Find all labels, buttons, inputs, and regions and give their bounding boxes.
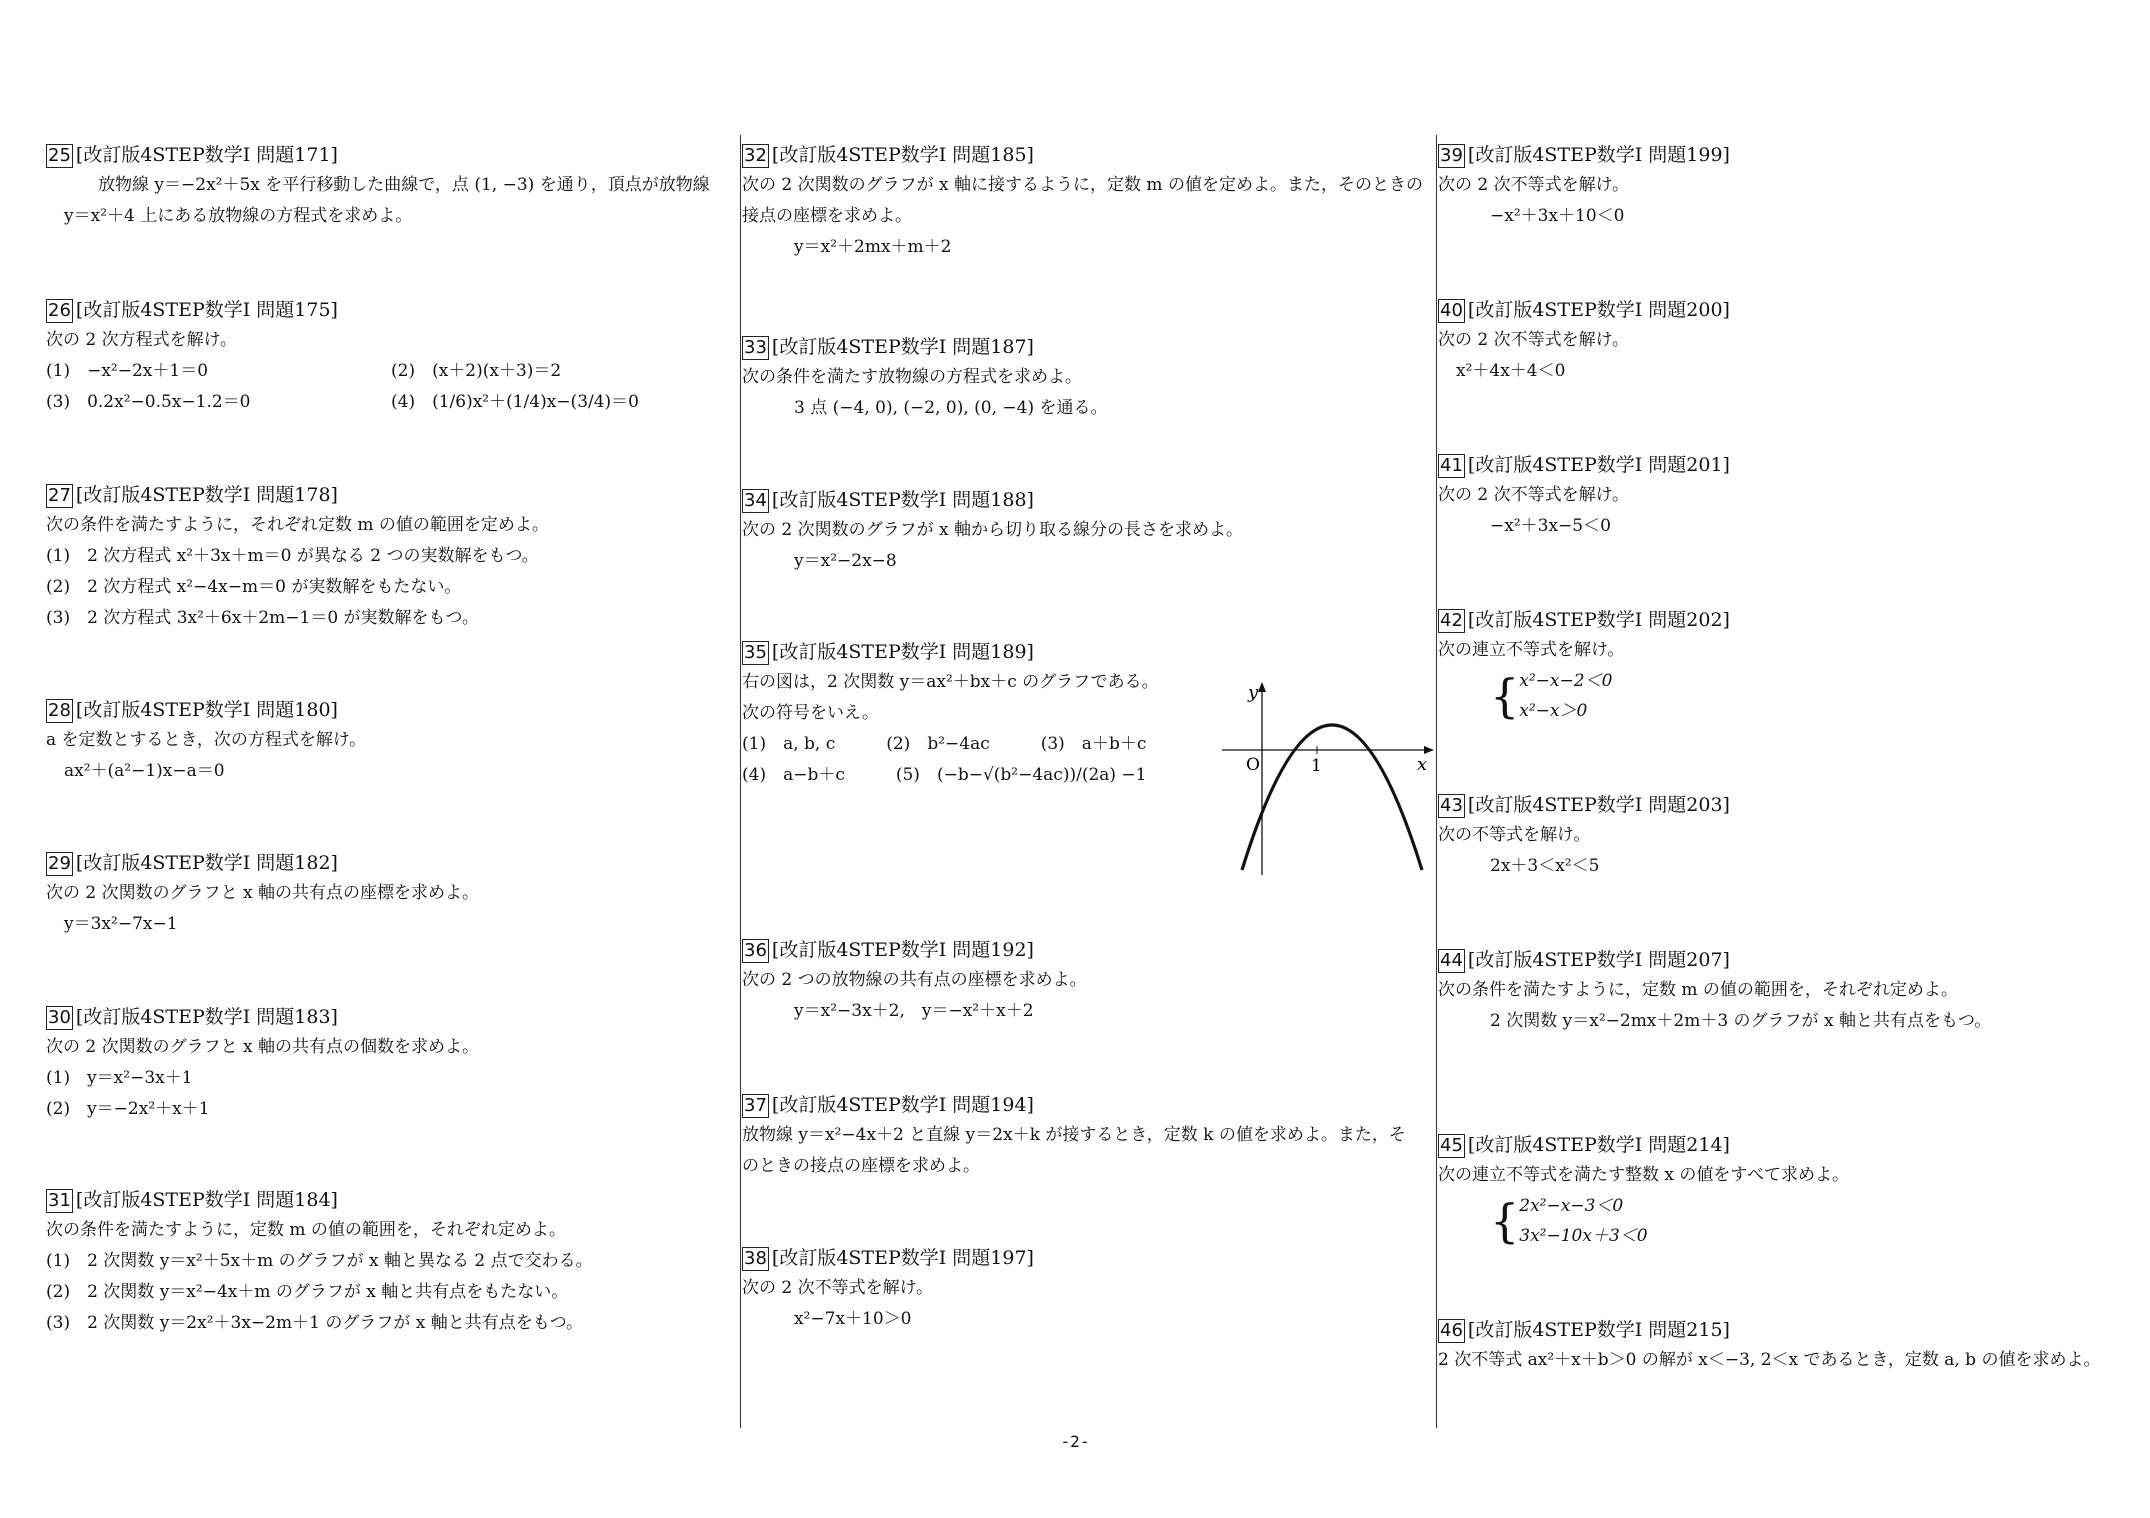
problem-header <box>46 140 736 170</box>
problem-number-box: 35 <box>744 642 767 663</box>
problem-subitem: (2) (x＋2)(x＋3)＝2 <box>391 361 562 381</box>
problem-header <box>46 848 736 878</box>
problem-header <box>742 332 1432 362</box>
problem-text-line: y＝x²＋2mx＋m＋2 <box>794 237 952 257</box>
problem-text-line: 次の 2 次関数のグラフと x 軸の共有点の座標を求めよ。 <box>46 883 480 903</box>
problem-source: [改訂版4STEP数学Ⅰ 問題215] <box>1467 1319 1730 1341</box>
problem-43 <box>1438 790 2128 882</box>
problem-source: [改訂版4STEP数学Ⅰ 問題171] <box>75 144 338 166</box>
problem-subitem-row <box>46 356 736 387</box>
problem-number-box: 37 <box>744 1095 767 1116</box>
system-row: 3x²−10x＋3＜0 <box>1519 1226 1648 1246</box>
problem-40 <box>1438 295 2128 387</box>
problem-source: [改訂版4STEP数学Ⅰ 問題202] <box>1467 609 1730 631</box>
system-row: x²−x＞0 <box>1519 701 1588 721</box>
problem-text-line: 次の連立不等式を解け。 <box>1438 640 1625 660</box>
problem-text-line: 次の 2 次不等式を解け。 <box>742 1278 933 1298</box>
problem-text-line: 右の図は，2 次関数 y＝ax²＋bx＋c のグラフである。 <box>742 672 1159 692</box>
problem-text-line: x²−7x＋10＞0 <box>794 1309 912 1329</box>
problem-text-line: ax²＋(a²−1)x−a＝0 <box>64 761 225 781</box>
problem-text-line: y＝3x²−7x−1 <box>64 914 178 934</box>
problem-header <box>46 1185 736 1215</box>
problem-46 <box>1438 1315 2128 1376</box>
problem-29 <box>46 848 736 940</box>
problem-34 <box>742 485 1432 577</box>
system-row: 2x²−x−3＜0 <box>1519 1196 1624 1216</box>
column-divider-1 <box>740 135 741 1428</box>
problem-text-line: 次の 2 次関数のグラフが x 軸に接するように，定数 m の値を定めよ。また，そのときの <box>742 175 1423 195</box>
problem-source: [改訂版4STEP数学Ⅰ 問題194] <box>771 1094 1034 1116</box>
problem-text-line: y＝x²−2x−8 <box>794 551 897 571</box>
problem-text-line: 次の 2 次不等式を解け。 <box>1438 175 1629 195</box>
problem-header <box>742 1243 1432 1273</box>
problem-source: [改訂版4STEP数学Ⅰ 問題203] <box>1467 794 1730 816</box>
system-row: x²−x−2＜0 <box>1519 671 1613 691</box>
problem-source: [改訂版4STEP数学Ⅰ 問題182] <box>75 852 338 874</box>
problem-source: [改訂版4STEP数学Ⅰ 問題178] <box>75 484 338 506</box>
problem-source: [改訂版4STEP数学Ⅰ 問題197] <box>771 1247 1034 1269</box>
problem-32 <box>742 140 1432 263</box>
problem-text-line: 次の 2 次方程式を解け。 <box>46 330 237 350</box>
problem-text-line: (2) 2 次関数 y＝x²−4x＋m のグラフが x 軸と共有点をもたない。 <box>46 1282 569 1302</box>
page-number: -2- <box>1060 1432 1090 1451</box>
problem-37 <box>742 1090 1432 1182</box>
problem-source: [改訂版4STEP数学Ⅰ 問題201] <box>1467 454 1730 476</box>
problem-number-box: 44 <box>1440 950 1463 971</box>
problem-text-line: 次の符号をいえ。 <box>742 703 880 723</box>
problem-text-line: 次の 2 次関数のグラフが x 軸から切り取る線分の長さを求めよ。 <box>742 520 1244 540</box>
graph-y-label: y <box>1248 682 1259 703</box>
problem-text-line: (4) a−b＋c (5) (−b−√(b²−4ac))/(2a) −1 <box>742 765 1147 785</box>
problem-38 <box>742 1243 1432 1335</box>
problem-text-line: 2x＋3＜x²＜5 <box>1490 856 1600 876</box>
problem-text-line: −x²＋3x−5＜0 <box>1490 516 1611 536</box>
problem-source: [改訂版4STEP数学Ⅰ 問題180] <box>75 699 338 721</box>
problem-text-line: −x²＋3x＋10＜0 <box>1490 206 1625 226</box>
problem-text-line: 2 次不等式 ax²＋x＋b＞0 の解が x＜−3, 2＜x であるとき，定数 a, b の値を求めよ。 <box>1438 1350 2101 1370</box>
problem-source: [改訂版4STEP数学Ⅰ 問題184] <box>75 1189 338 1211</box>
problem-source: [改訂版4STEP数学Ⅰ 問題183] <box>75 1006 338 1028</box>
problem-25 <box>46 140 736 232</box>
problem-header <box>1438 1315 2128 1345</box>
graph-tick-label: 1 <box>1311 756 1322 776</box>
problem-header <box>742 1090 1432 1120</box>
problem-28 <box>46 695 736 787</box>
problem-number-box: 41 <box>1440 455 1463 476</box>
problem-number-box: 39 <box>1440 145 1463 166</box>
problem-number-box: 26 <box>48 300 71 321</box>
problem-text-line: 次の 2 次関数のグラフと x 軸の共有点の個数を求めよ。 <box>46 1037 480 1057</box>
problem-header <box>1438 450 2128 480</box>
problem-text-line: 接点の座標を求めよ。 <box>742 206 912 226</box>
problem-source: [改訂版4STEP数学Ⅰ 問題200] <box>1467 299 1730 321</box>
problem-text-line: (1) y＝x²−3x＋1 <box>46 1068 193 1088</box>
graph-origin-label: O <box>1246 755 1260 775</box>
problem-header <box>46 695 736 725</box>
problem-text-line: 次の条件を満たすように，定数 m の値の範囲を，それぞれ定めよ。 <box>46 1220 566 1240</box>
problem-44 <box>1438 945 2128 1037</box>
graph-x-arrow <box>1424 746 1434 754</box>
problem-subitem: (4) (1/6)x²＋(1/4)x−(3/4)＝0 <box>391 392 640 412</box>
problem-header <box>1438 945 2128 975</box>
problem-36 <box>742 935 1432 1027</box>
problem-number-box: 29 <box>48 853 71 874</box>
problem-text-line: 2 次関数 y＝x²−2mx＋2m＋3 のグラフが x 軸と共有点をもつ。 <box>1490 1011 1992 1031</box>
problem-text-line: 次の条件を満たすように，定数 m の値の範囲を，それぞれ定めよ。 <box>1438 980 1958 1000</box>
problem-text-line: 次の不等式を解け。 <box>1438 825 1591 845</box>
problem-number-box: 31 <box>48 1190 71 1211</box>
problem-33 <box>742 332 1432 424</box>
problem-45 <box>1438 1130 2128 1251</box>
problem-header <box>46 480 736 510</box>
problem-header <box>1438 790 2128 820</box>
problem-42 <box>1438 605 2128 726</box>
problem-text-line: 次の 2 つの放物線の共有点の座標を求めよ。 <box>742 970 1087 990</box>
problem-text-line: 次の 2 次不等式を解け。 <box>1438 485 1629 505</box>
problem-41 <box>1438 450 2128 542</box>
problem-text-line: y＝x²＋4 上にある放物線の方程式を求めよ。 <box>64 206 413 226</box>
problem-text-line: (1) 2 次関数 y＝x²＋5x＋m のグラフが x 軸と異なる 2 点で交わる。 <box>46 1251 593 1271</box>
problem-number-box: 27 <box>48 485 71 506</box>
problem-39 <box>1438 140 2128 232</box>
inequality-system <box>1438 1191 1648 1251</box>
problem-source: [改訂版4STEP数学Ⅰ 問題207] <box>1467 949 1730 971</box>
problem-text-line: 次の連立不等式を満たす整数 x の値をすべて求めよ。 <box>1438 1165 1850 1185</box>
problem-number-box: 30 <box>48 1007 71 1028</box>
problem-header <box>1438 140 2128 170</box>
problem-source: [改訂版4STEP数学Ⅰ 問題185] <box>771 144 1034 166</box>
problem-number-box: 43 <box>1440 795 1463 816</box>
problem-number-box: 34 <box>744 490 767 511</box>
problem-source: [改訂版4STEP数学Ⅰ 問題199] <box>1467 144 1730 166</box>
problem-26 <box>46 295 736 418</box>
problem-number-box: 46 <box>1440 1320 1463 1341</box>
problem-source: [改訂版4STEP数学Ⅰ 問題187] <box>771 336 1034 358</box>
problem-number-box: 32 <box>744 145 767 166</box>
problem-header <box>1438 605 2128 635</box>
system-brace: { <box>1490 1194 1520 1248</box>
problem-header <box>742 935 1432 965</box>
problem-number-box: 25 <box>48 145 71 166</box>
problem-header <box>46 1002 736 1032</box>
inequality-system <box>1438 666 1612 726</box>
graph-x-label: x <box>1417 754 1428 775</box>
system-brace: { <box>1490 669 1520 723</box>
graph-y-arrow <box>1258 682 1266 692</box>
problem-subitem: (3) 0.2x²−0.5x−1.2＝0 <box>46 392 251 412</box>
problem-text-line: (1) 2 次方程式 x²＋3x＋m＝0 が異なる 2 つの実数解をもつ。 <box>46 546 539 566</box>
graph-parabola-curve <box>1242 725 1422 870</box>
problem-header <box>742 140 1432 170</box>
problem-header <box>1438 1130 2128 1160</box>
problem-number-box: 45 <box>1440 1135 1463 1156</box>
problem-text-line: (2) 2 次方程式 x²−4x−m＝0 が実数解をもたない。 <box>46 577 462 597</box>
problem-text-line: a を定数とするとき，次の方程式を解け。 <box>46 730 367 750</box>
problem-header <box>742 485 1432 515</box>
problem-source: [改訂版4STEP数学Ⅰ 問題175] <box>75 299 338 321</box>
problem-27 <box>46 480 736 634</box>
system-rows <box>1519 666 1612 726</box>
problem-source: [改訂版4STEP数学Ⅰ 問題188] <box>771 489 1034 511</box>
problem-source: [改訂版4STEP数学Ⅰ 問題214] <box>1467 1134 1730 1156</box>
problem-text-line: 次の 2 次不等式を解け。 <box>1438 330 1629 350</box>
problem-number-box: 40 <box>1440 300 1463 321</box>
problem-30 <box>46 1002 736 1125</box>
problem-text-line: (2) y＝−2x²＋x＋1 <box>46 1099 210 1119</box>
problem-number-box: 36 <box>744 940 767 961</box>
problem-subitem: (1) −x²−2x＋1＝0 <box>46 361 209 381</box>
problem-text-line: 放物線 y＝−2x²＋5x を平行移動した曲線で，点 (1, −3) を通り，頂点が放物線 <box>98 175 710 195</box>
problem-number-box: 38 <box>744 1248 767 1269</box>
problem-text-line: 次の条件を満たす放物線の方程式を求めよ。 <box>742 367 1082 387</box>
problem-text-line: (3) 2 次関数 y＝2x²＋3x−2m＋1 のグラフが x 軸と共有点をもつ。 <box>46 1313 584 1333</box>
problem-text-line: y＝x²−3x＋2, y＝−x²＋x＋2 <box>794 1001 1034 1021</box>
problem-header <box>742 637 1432 667</box>
system-rows <box>1519 1191 1647 1251</box>
problem-31 <box>46 1185 736 1339</box>
problem-text-line: 3 点 (−4, 0), (−2, 0), (0, −4) を通る。 <box>794 398 1108 418</box>
problem-source: [改訂版4STEP数学Ⅰ 問題189] <box>771 641 1034 663</box>
problem-text-line: 放物線 y＝x²−4x＋2 と直線 y＝2x＋k が接するとき，定数 k の値を求めよ。また，そ <box>742 1125 1406 1145</box>
problem-text-line: 次の条件を満たすように，それぞれ定数 m の値の範囲を定めよ。 <box>46 515 549 535</box>
problem-text-line: のときの接点の座標を求めよ。 <box>742 1156 980 1176</box>
problem-header <box>46 295 736 325</box>
problem-text-line: (1) a, b, c (2) b²−4ac (3) a＋b＋c <box>742 734 1147 754</box>
problem-text-line: x²＋4x＋4＜0 <box>1456 361 1566 381</box>
problem-number-box: 42 <box>1440 610 1463 631</box>
parabola-graph <box>1212 680 1442 880</box>
problem-text-line: (3) 2 次方程式 3x²＋6x＋2m−1＝0 が実数解をもつ。 <box>46 608 479 628</box>
problem-number-box: 33 <box>744 337 767 358</box>
problem-subitem-row <box>46 387 736 418</box>
problem-source: [改訂版4STEP数学Ⅰ 問題192] <box>771 939 1034 961</box>
problem-header <box>1438 295 2128 325</box>
problem-number-box: 28 <box>48 700 71 721</box>
